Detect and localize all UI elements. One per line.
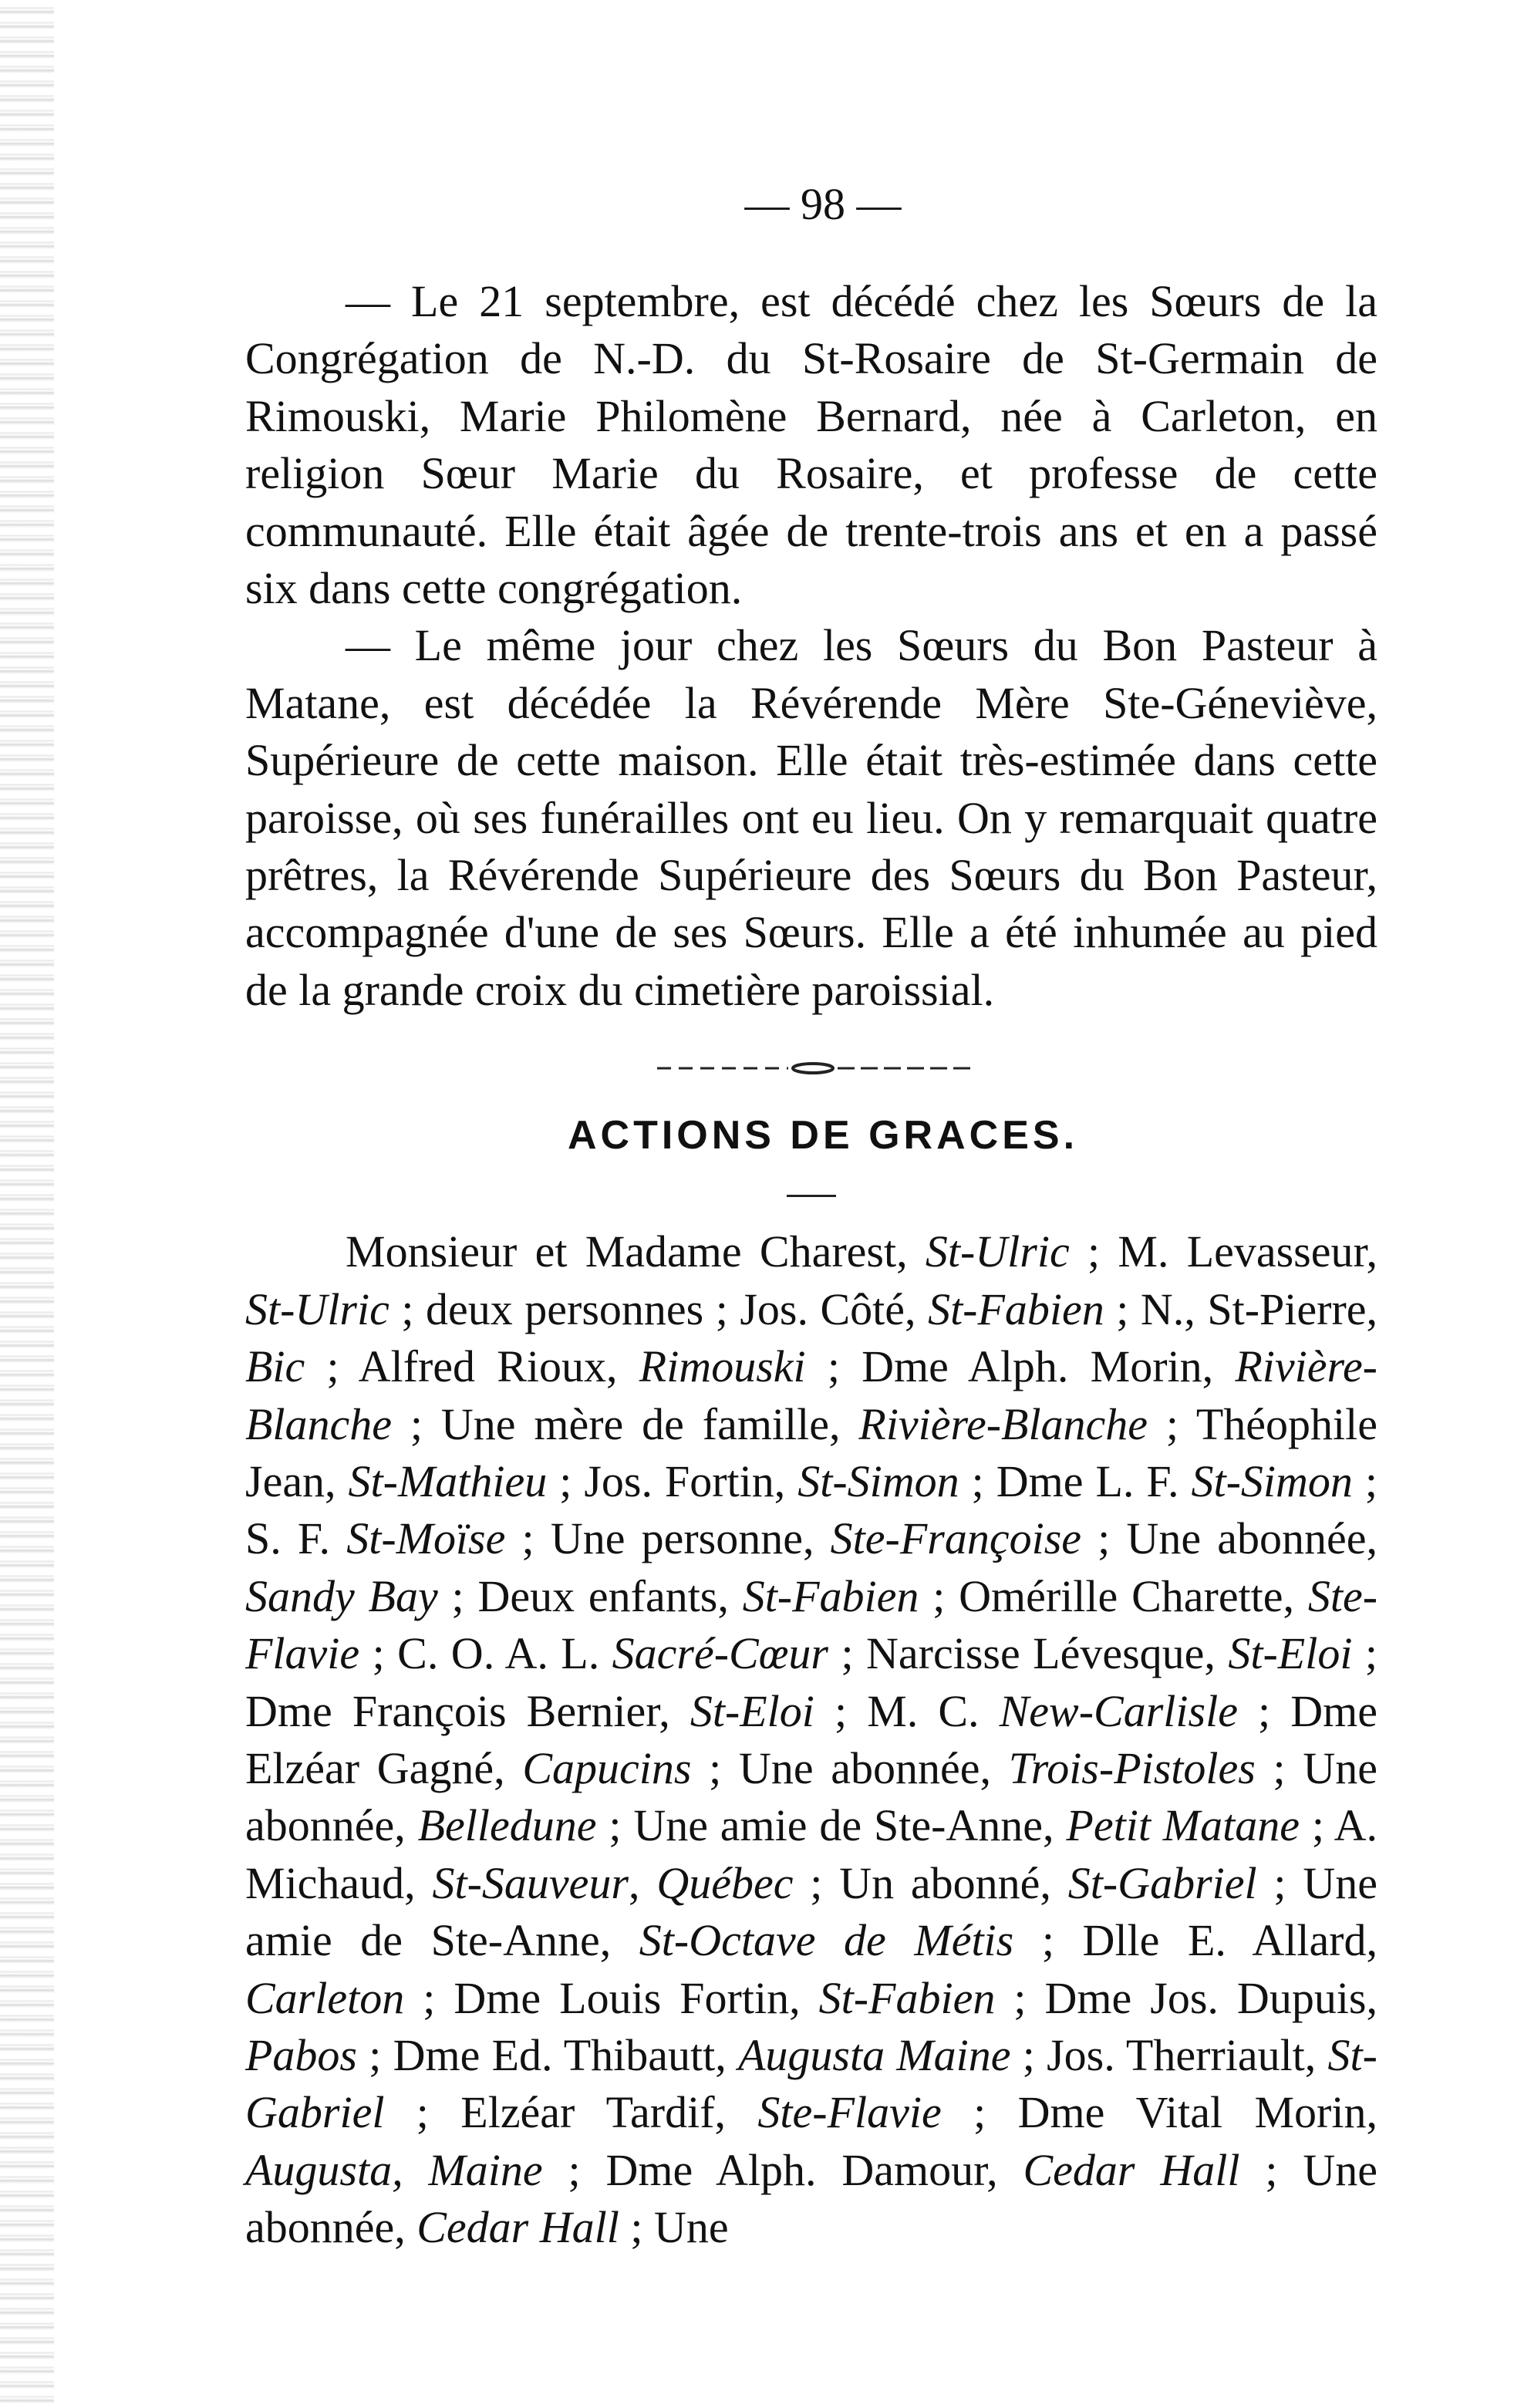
- text-run: ; Une amie de Ste-Anne,: [596, 1800, 1067, 1851]
- page-number: — 98 —: [744, 179, 902, 229]
- text-run: ; Alfred Rioux,: [305, 1341, 639, 1392]
- place-name-run: St-Eloi: [690, 1685, 814, 1736]
- place-name-run: St-Fabien: [818, 1972, 996, 2023]
- place-name-run: Sacré-Cœur: [612, 1628, 828, 1679]
- text-run: ; M. C.: [814, 1685, 1000, 1736]
- text-run: ; deux personnes ; Jos. Côté,: [389, 1283, 929, 1334]
- text-run: ; M. Levasseur,: [1069, 1226, 1377, 1277]
- place-name-run: St-Simon: [1191, 1455, 1353, 1506]
- place-name-run: St-Octave de Métis: [639, 1915, 1014, 1966]
- place-name-run: Capucins: [522, 1742, 692, 1793]
- text-run: ; Dme Vital Morin,: [941, 2087, 1377, 2138]
- section-title: ACTIONS DE GRACES.: [567, 1113, 1079, 1158]
- title-rule: [787, 1195, 836, 1197]
- place-name-run: Ste-Flavie: [757, 2087, 942, 2138]
- place-name-run: Rivière-Blanche: [858, 1398, 1148, 1449]
- text-run: ; Dme Louis Fortin,: [404, 1972, 819, 2023]
- text-run: ; Une abonnée,: [1081, 1513, 1377, 1564]
- paragraph-death-notice-2: — Le même jour chez les Sœurs du Bon Pasteur à Matane, est décédée la Révérende Mère Ste-Géneviève, Supérieure de cette maison. Elle était très-estimée dans cette paroisse, où ses funérailles ont eu lieu. On y remarquait quatre prêtres, la Révérende Supérieure des Sœurs du Bon Pasteur, accompagnée d'une de ses Sœurs. Elle a été inhumée au pied de la grande croix du cimetière paroissial.: [245, 620, 1377, 1015]
- place-name-run: Belledune: [417, 1800, 597, 1851]
- place-name-run: Ste-Flavie: [245, 1570, 1378, 1679]
- text-run: ; N., St-Pierre,: [1104, 1283, 1377, 1334]
- text-run: ; Dme Alph. Damour,: [542, 2144, 1023, 2195]
- scan-binding-edge: [0, 0, 54, 2408]
- text-run: ; Elzéar Tardif,: [384, 2087, 758, 2138]
- place-name-run: St-Moïse: [346, 1513, 506, 1564]
- text-run: ; Omérille Charette,: [919, 1570, 1308, 1621]
- place-name-run: St-Eloi: [1228, 1628, 1353, 1679]
- text-run: ; Dme Alph. Morin,: [805, 1341, 1236, 1392]
- place-name-run: Bic: [245, 1341, 305, 1392]
- paragraph-death-notice-1: — Le 21 septembre, est décédé chez les Sœurs de la Congrégation de N.-D. du St-Rosaire de St-Germain de Rimouski, Marie Philomène Bernard, née à Carleton, en religion Sœur Marie du Rosaire, et professe de cette communauté. Elle était âgée de trente-trois ans et en a passé six dans cette congrégation.: [245, 276, 1377, 614]
- text-run: ; Dme Elzéar Gagné,: [245, 1685, 1377, 1793]
- text-run: Monsieur et Madame Charest,: [346, 1226, 926, 1277]
- place-name-run: St-Ulric: [245, 1283, 389, 1334]
- text-run: ; Dme Jos. Dupuis,: [995, 1972, 1377, 2023]
- text-run: ; C. O. A. L.: [359, 1628, 612, 1679]
- place-name-run: Ste-Françoise: [830, 1513, 1082, 1564]
- place-name-run: Cedar Hall: [416, 2202, 619, 2253]
- text-run: ; Deux enfants,: [437, 1570, 743, 1621]
- text-run: ; Une mère de famille,: [392, 1398, 859, 1449]
- ornamental-divider: [611, 1061, 1012, 1076]
- place-name-run: St-Gabriel: [245, 2029, 1377, 2138]
- place-name-run: Cedar Hall: [1023, 2144, 1240, 2195]
- place-name-run: St-Gabriel: [1067, 1857, 1257, 1908]
- place-name-run: Pabos: [245, 2029, 357, 2080]
- place-name-run: Rimouski: [639, 1341, 806, 1392]
- text-run: ,: [629, 1857, 657, 1908]
- text-run: ; Une amie de Ste-Anne,: [245, 1857, 1378, 1966]
- place-name-run: St-Ulric: [925, 1226, 1070, 1277]
- place-name-run: Augusta, Maine: [245, 2144, 543, 2195]
- text-run: ; S. F.: [245, 1455, 1377, 1564]
- place-name-run: New-Carlisle: [999, 1685, 1238, 1736]
- text-run: ; Dme L. F.: [959, 1455, 1192, 1506]
- place-name-run: St-Fabien: [742, 1570, 919, 1621]
- place-name-run: St-Sauveur: [432, 1857, 629, 1908]
- place-name-run: Petit Matane: [1066, 1800, 1300, 1851]
- text-run: ; Une abonnée,: [245, 1742, 1377, 1851]
- place-name-run: Québec: [656, 1857, 794, 1908]
- acknowledgements-paragraph: [245, 1223, 1377, 2256]
- place-name-run: Augusta Maine: [737, 2029, 1011, 2080]
- text-run: ; Jos. Fortin,: [547, 1455, 798, 1506]
- place-name-run: St-Fabien: [928, 1283, 1104, 1334]
- text-run: ; Dlle E. Allard,: [1013, 1915, 1377, 1966]
- place-name-run: St-Mathieu: [348, 1455, 548, 1506]
- place-name-run: St-Simon: [797, 1455, 959, 1506]
- text-run: ; Une abonnée,: [245, 2144, 1377, 2253]
- text-run: ; Narcisse Lévesque,: [828, 1628, 1229, 1679]
- text-run: ; Une personne,: [505, 1513, 831, 1564]
- text-run: ; Dme François Bernier,: [245, 1628, 1378, 1736]
- text-run: ; Jos. Therriault,: [1010, 2029, 1328, 2080]
- place-name-run: Rivière-Blanche: [245, 1341, 1377, 1449]
- text-run: ; Une abonnée,: [691, 1742, 1009, 1793]
- place-name-run: Sandy Bay: [245, 1570, 438, 1621]
- text-run: ; Une: [619, 2202, 729, 2253]
- text-block: [245, 176, 1377, 2257]
- place-name-run: Trois-Pistoles: [1008, 1742, 1256, 1793]
- text-run: ; A. Michaud,: [245, 1800, 1378, 1908]
- text-run: ; Un abonné,: [793, 1857, 1068, 1908]
- place-name-run: Carleton: [245, 1972, 405, 2023]
- text-run: ; Dme Ed. Thibautt,: [357, 2029, 738, 2080]
- text-run: ; Théophile Jean,: [245, 1398, 1377, 1506]
